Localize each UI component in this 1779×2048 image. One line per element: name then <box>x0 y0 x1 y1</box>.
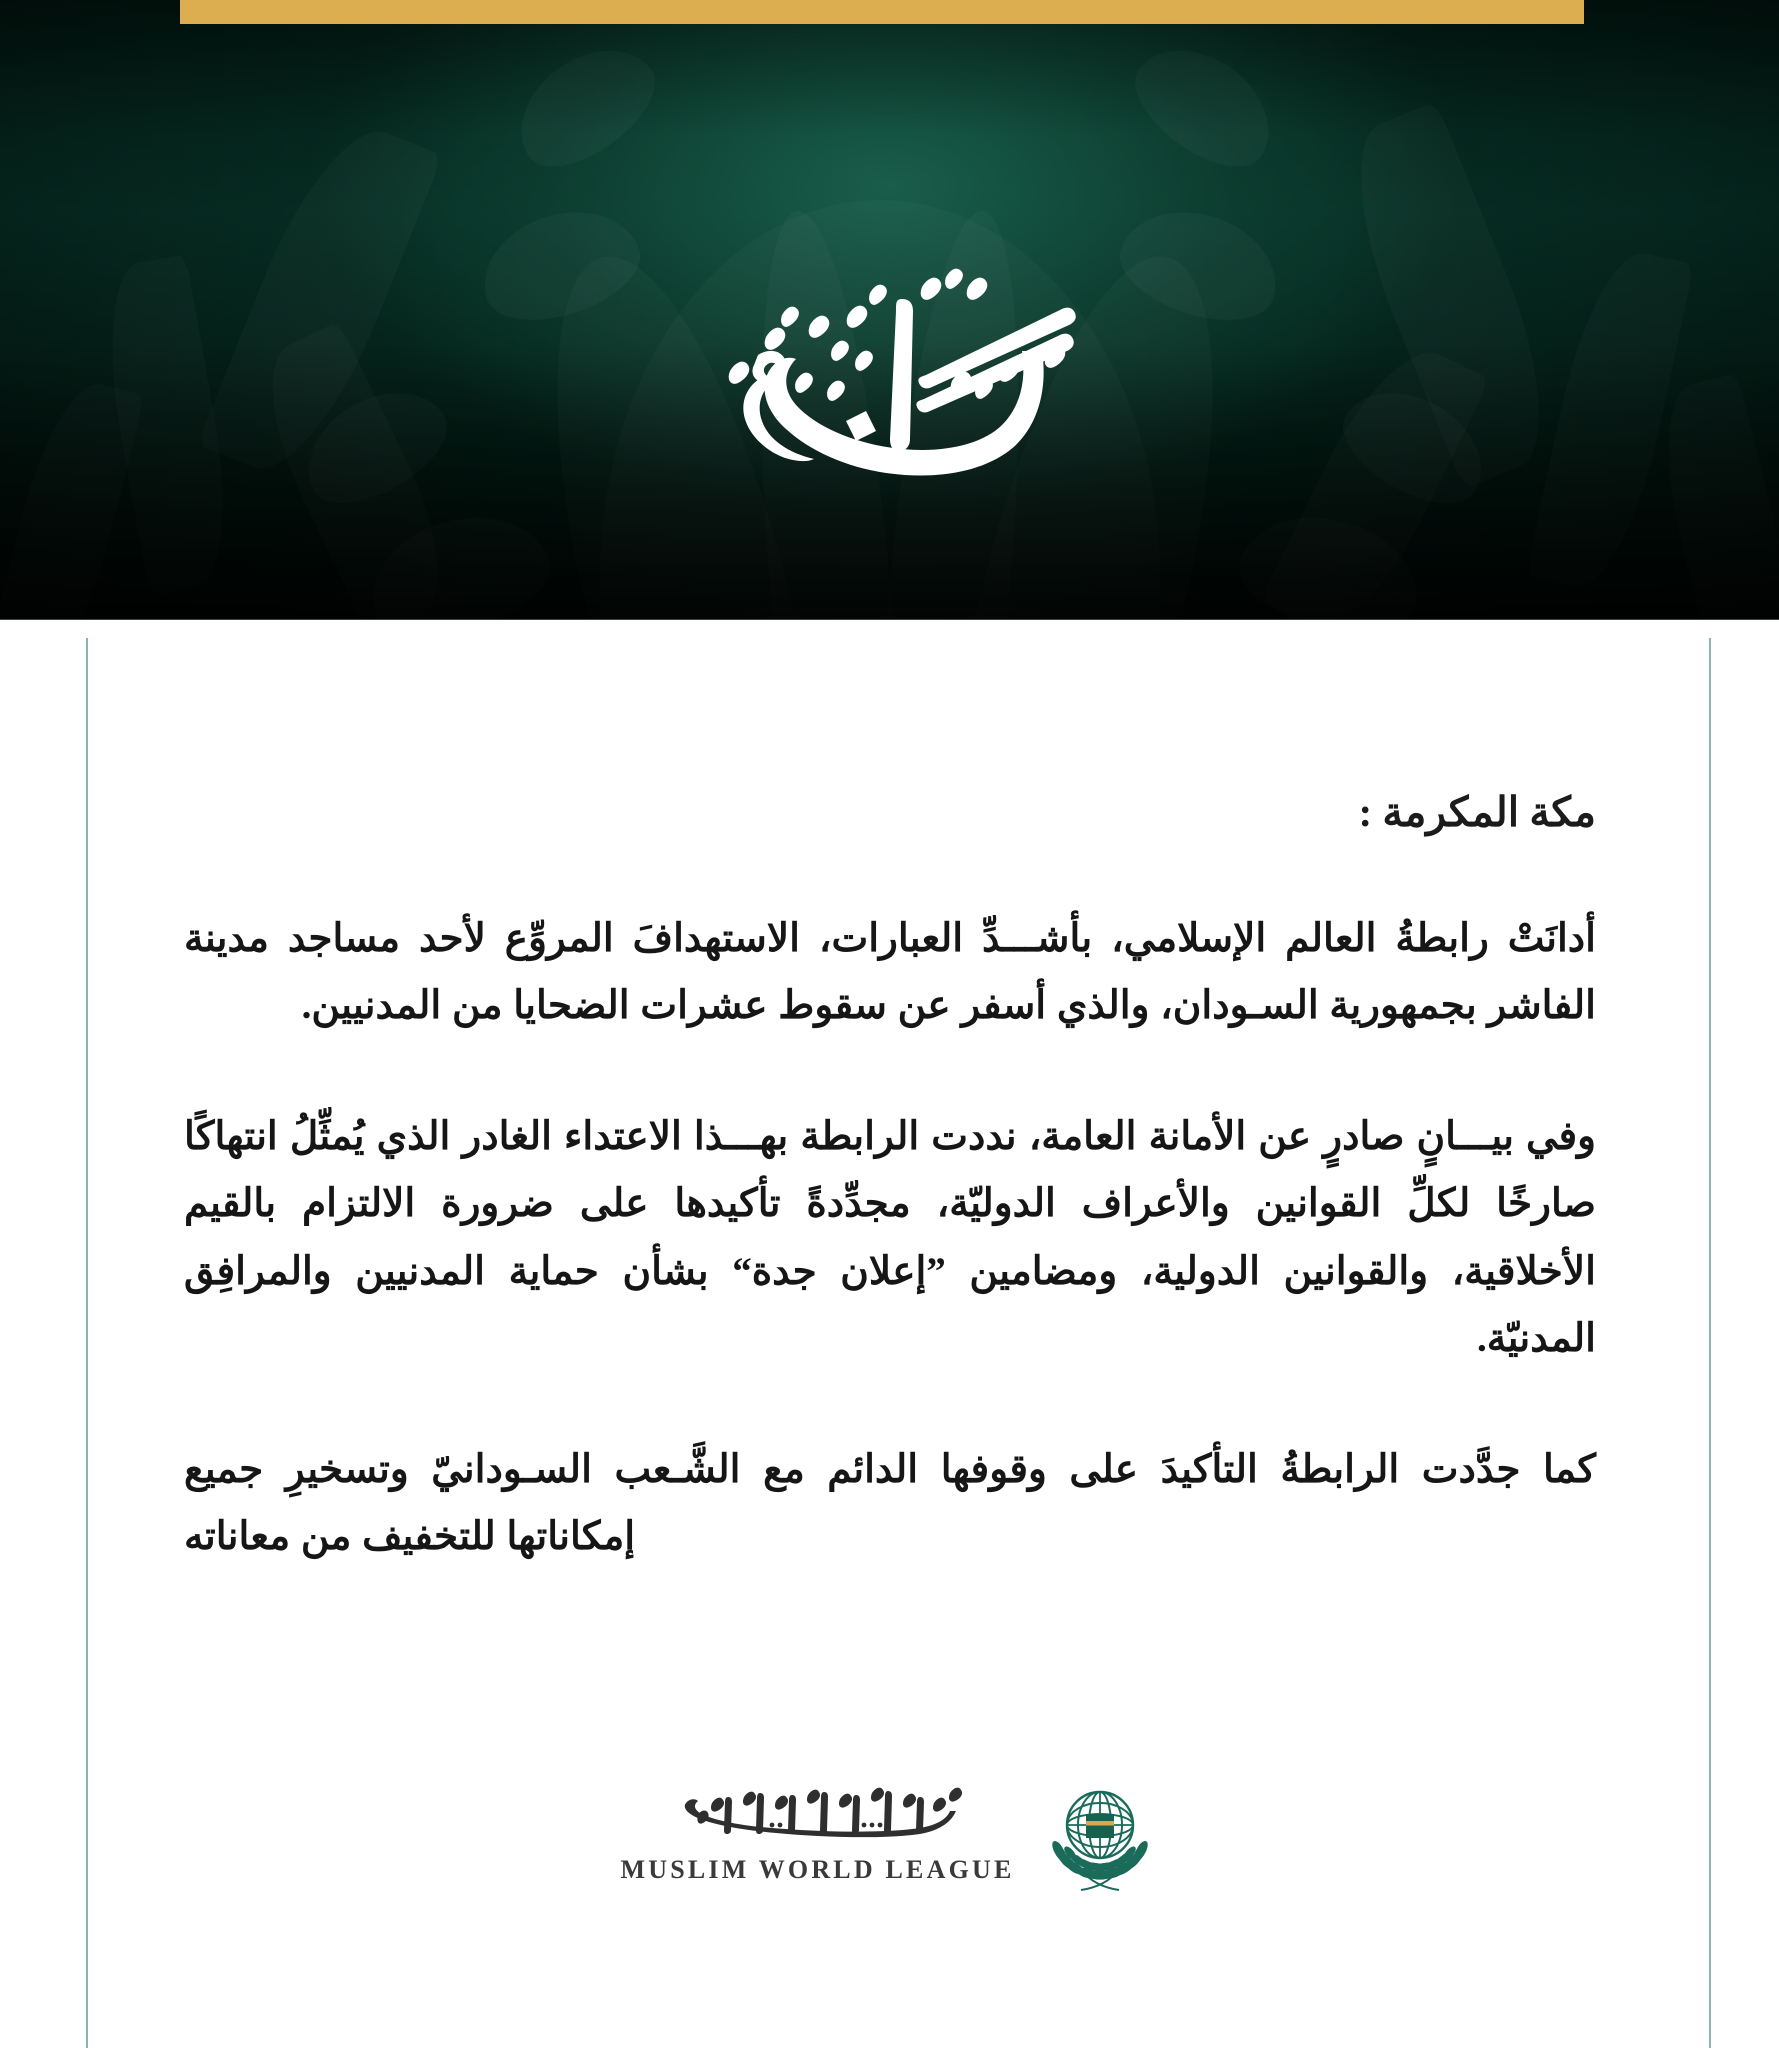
globe-kaaba-wreath-icon <box>1041 1770 1159 1896</box>
statement-content <box>184 638 1596 1570</box>
teal-divider-band <box>0 619 1779 620</box>
statement-body <box>0 638 1779 2048</box>
statement-paragraph-1: أدانَتْ رابطةُ العالم الإسلامي، بأشـــدِّ العبارات، الاستهدافَ المروِّع لأحد مساجد مدينة الفاشر بجمهورية السـودان، والذي أسفر عن سقوط عشرات الضحايا من المدنيين. <box>184 917 1596 1028</box>
dateline: مكة المكرمة : <box>1358 789 1596 835</box>
arabic-wordmark-icon <box>668 1781 968 1847</box>
muslim-world-league-logo <box>0 1770 1779 1896</box>
logo-wordmark <box>620 1781 1014 1885</box>
statement-paragraph-3: كما جدَّدت الرابطةُ التأكيدَ على وقوفها الدائم مع الشَّـعب السـودانيّ وتسخيرِ جميع إمكاناتها للتخفيف من معاناته <box>184 1447 1596 1558</box>
header-banner <box>0 0 1779 620</box>
logo-english-text: MUSLIM WORLD LEAGUE <box>620 1855 1015 1884</box>
bayan-calligraphy-icon <box>670 263 1110 493</box>
kaaba-glyph <box>1086 1814 1114 1838</box>
statement-paragraph-2: وفي بيـــانٍ صادرٍ عن الأمانة العامة، نددت الرابطة بهـــذا الاعتداء الغادر الذي يُمثِّلُ انتهاكًا صارخًا لكلِّ القوانين والأعراف الدوليّة، مجدِّدةً تأكيدها على ضرورة الالتزام بالقيم الأخلاقية، والقوانين الدولية، ومضامين ”إعلان جدة“ بشأن حماية المدنيين والمرافِق المدنيّة. <box>184 1115 1596 1360</box>
gold-accent-bar <box>180 0 1584 24</box>
banner-title <box>0 268 1779 488</box>
mwl-emblem <box>1041 1770 1159 1896</box>
